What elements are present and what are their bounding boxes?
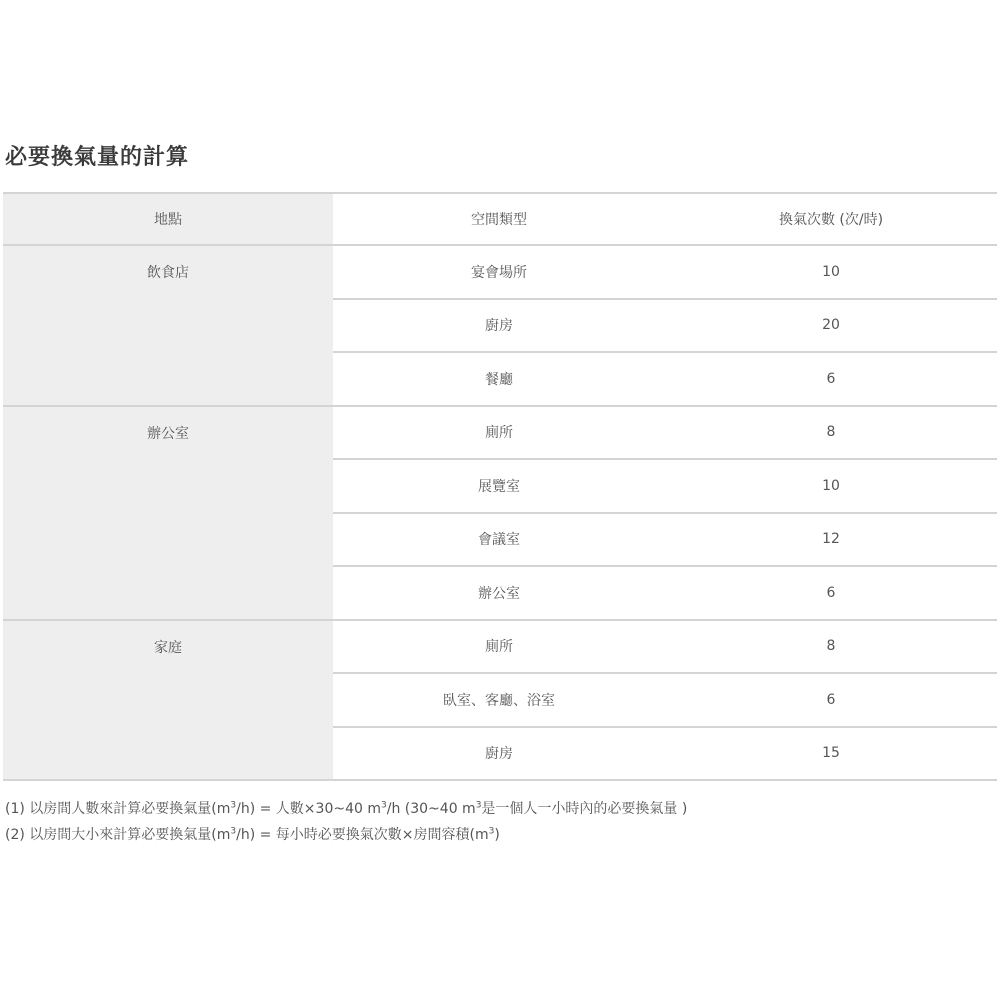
header-air-changes: 換氣次數 (次/時) [665, 193, 997, 245]
space-type-cell: 廚房 [333, 727, 665, 781]
superscript: 3 [475, 800, 482, 811]
space-type-cell: 廁所 [333, 620, 665, 674]
note-text: (2) 以房間大小來計算必要換氣量(m [5, 827, 231, 843]
air-change-cell: 6 [665, 352, 997, 406]
superscript: 3 [230, 800, 237, 811]
table-row [3, 406, 997, 460]
ventilation-table [3, 192, 997, 781]
note-text: ) [494, 827, 500, 843]
note-text: /h) = 每小時必要換氣次數×房間容積(m [236, 827, 489, 843]
location-cell: 家庭 [3, 620, 333, 781]
space-type-cell: 宴會場所 [333, 245, 665, 299]
superscript: 3 [381, 800, 387, 811]
space-type-cell: 展覽室 [333, 459, 665, 513]
space-type-cell: 餐廳 [333, 352, 665, 406]
note-text: /h) = 人數×30~40 m [236, 801, 381, 817]
air-change-cell: 6 [665, 673, 997, 727]
space-type-cell: 臥室、客廳、浴室 [333, 673, 665, 727]
air-change-cell: 20 [665, 299, 997, 353]
page-title: 必要換氣量的計算 [5, 145, 190, 170]
air-change-cell: 10 [665, 245, 997, 299]
air-change-cell: 12 [665, 513, 997, 567]
location-cell: 辦公室 [3, 406, 333, 620]
table-row [3, 245, 997, 299]
header-location: 地點 [3, 193, 333, 245]
header-space-type: 空間類型 [333, 193, 665, 245]
space-type-cell: 廁所 [333, 406, 665, 460]
note-text: (1) 以房間人數來計算必要換氣量(m [5, 801, 231, 817]
table-header-row [3, 193, 997, 245]
footnote-occupancy-formula [5, 796, 995, 822]
air-change-cell: 8 [665, 620, 997, 674]
location-cell: 飲食店 [3, 245, 333, 406]
superscript: 3 [488, 826, 495, 837]
note-text: 是一個人一小時內的必要換氣量 ) [481, 801, 688, 817]
note-text: /h (30~40 m [386, 801, 476, 817]
space-type-cell: 辦公室 [333, 566, 665, 620]
footnotes [5, 796, 995, 848]
superscript: 3 [230, 826, 237, 837]
space-type-cell: 廚房 [333, 299, 665, 353]
air-change-cell: 6 [665, 566, 997, 620]
air-change-cell: 10 [665, 459, 997, 513]
air-change-cell: 8 [665, 406, 997, 460]
space-type-cell: 會議室 [333, 513, 665, 567]
air-change-cell: 15 [665, 727, 997, 781]
footnote-room-size-formula [5, 822, 995, 848]
table-row [3, 620, 997, 674]
